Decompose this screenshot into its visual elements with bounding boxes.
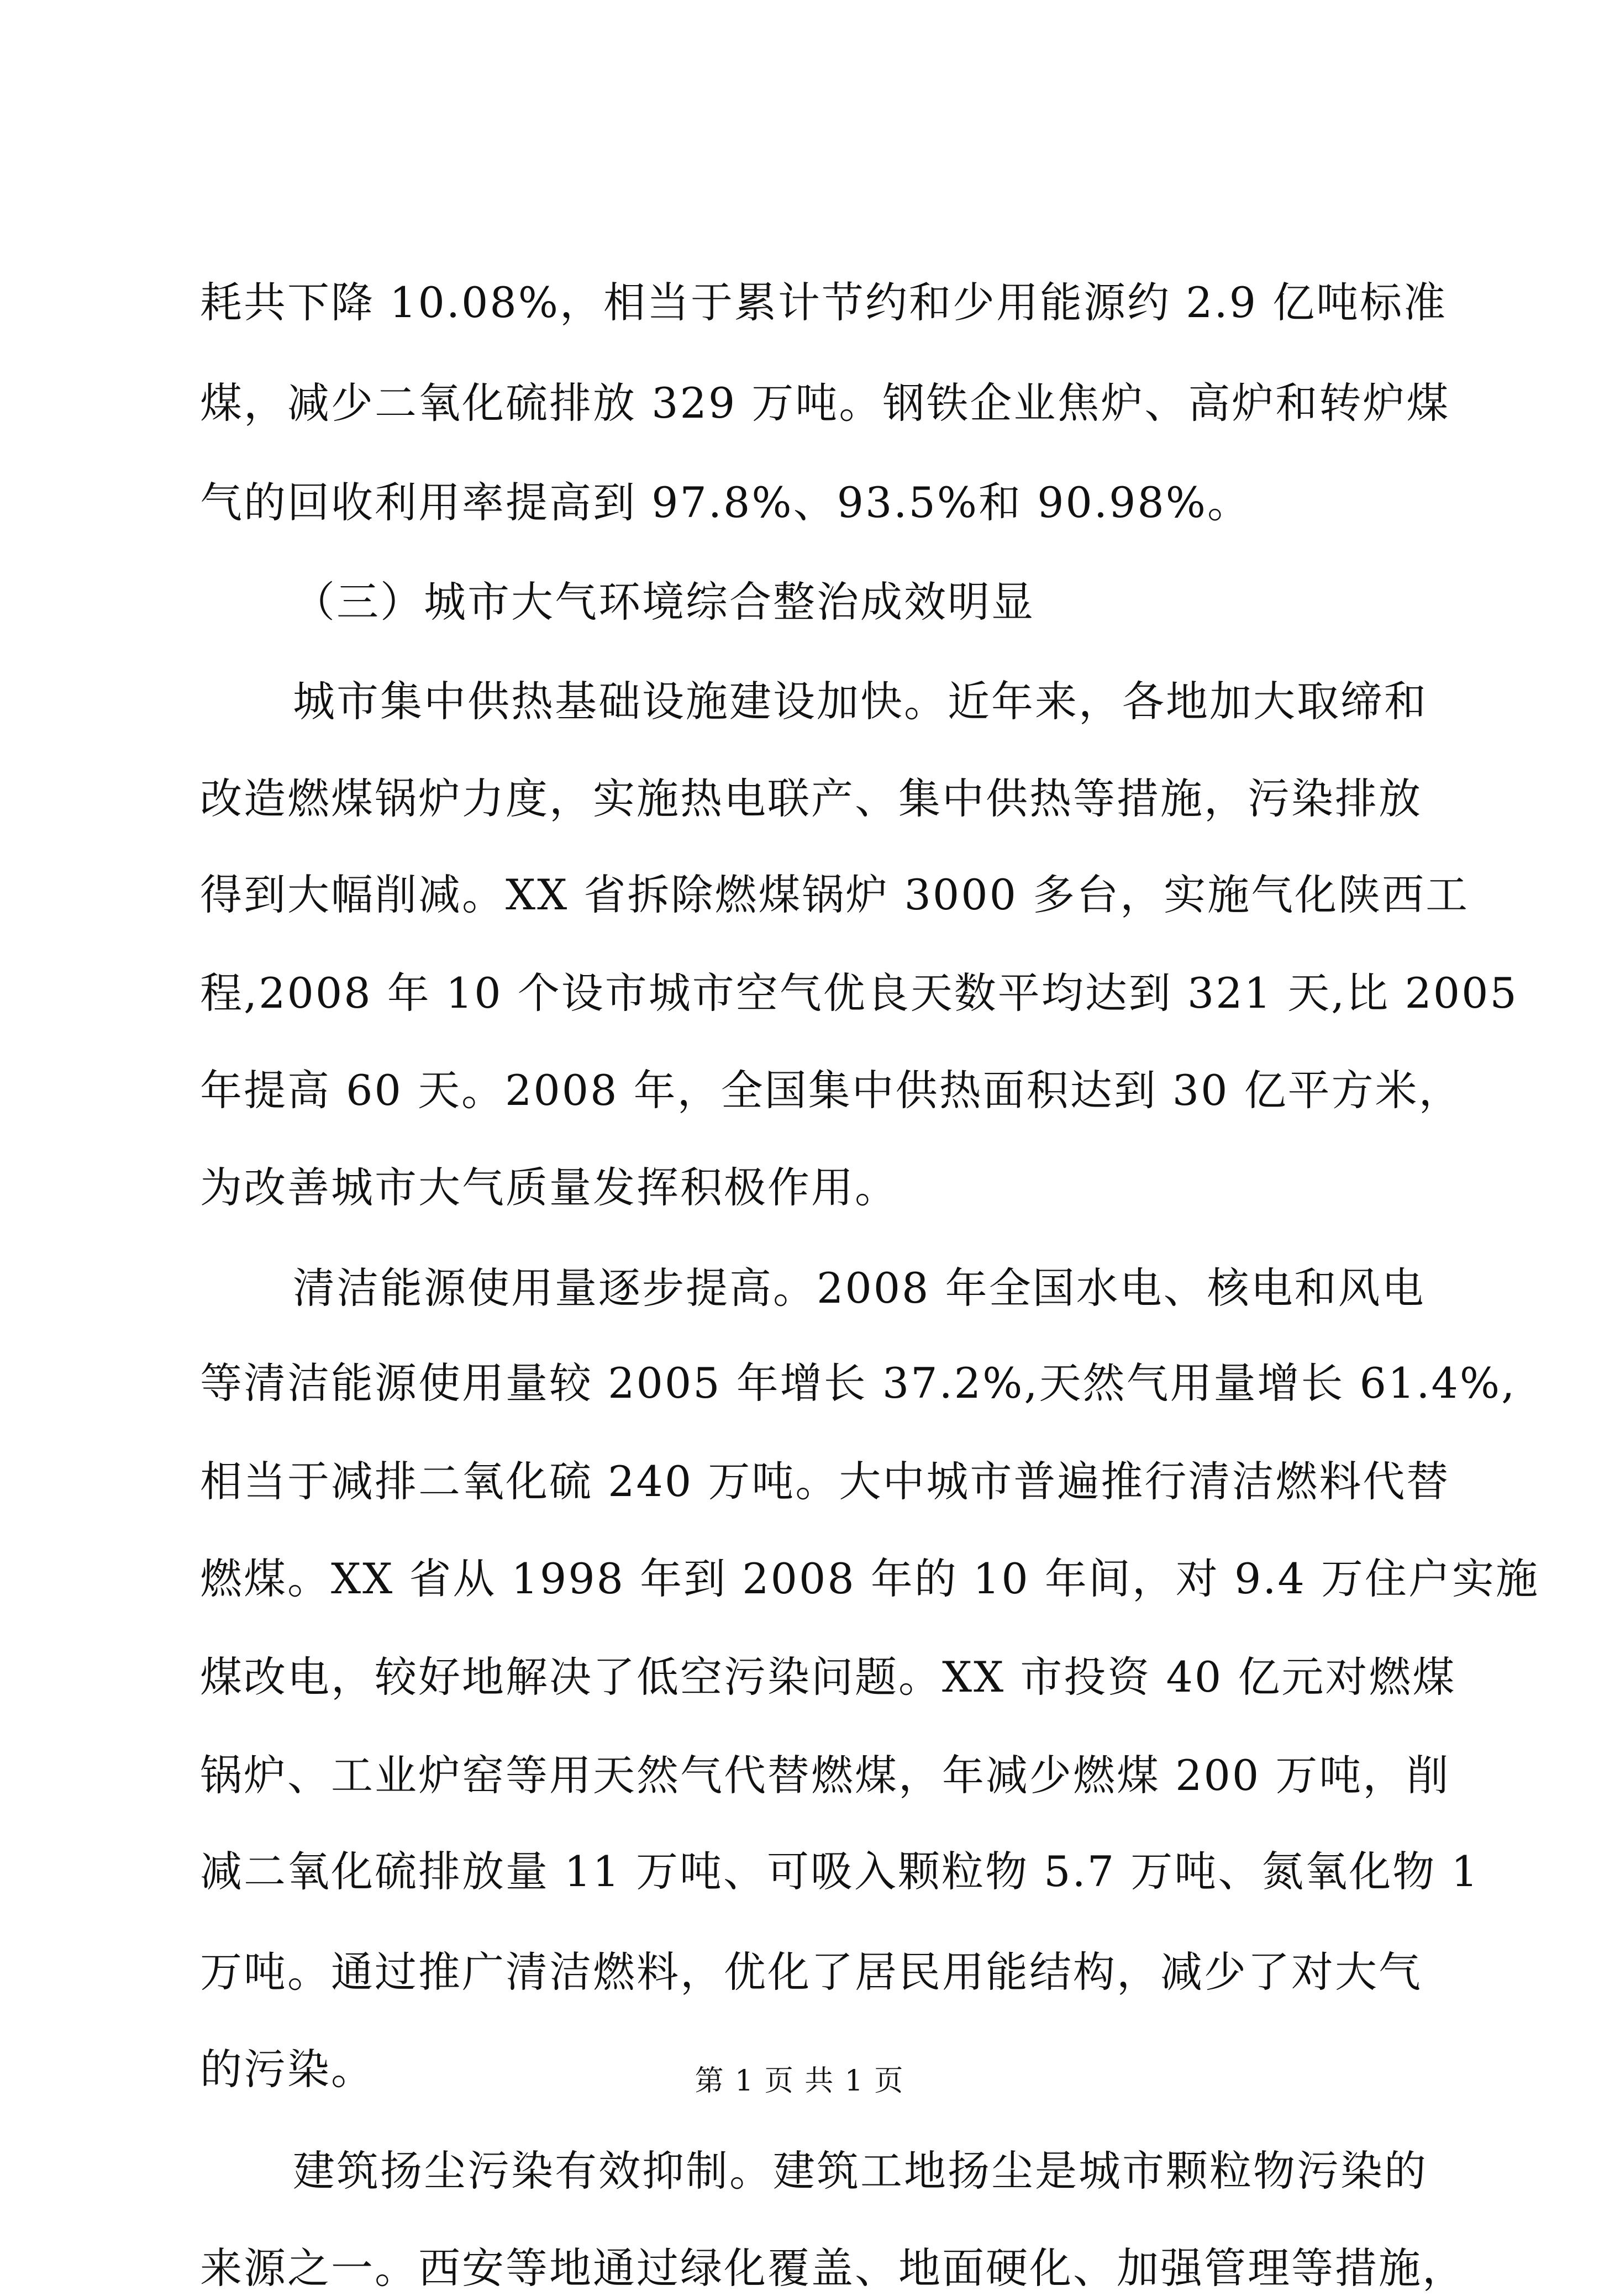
text-line: 气的回收利用率提高到 97.8%、93.5%和 90.98%。 (200, 478, 1251, 527)
text-line: 相当于减排二氧化硫 240 万吨。大中城市普遍推行清洁燃料代替 (200, 1457, 1450, 1506)
text-line: 煤改电，较好地解决了低空污染问题。XX 市投资 40 亿元对燃煤 (200, 1652, 1456, 1702)
text-line: 减二氧化硫排放量 11 万吨、可吸入颗粒物 5.7 万吨、氮氧化物 1 (200, 1847, 1480, 1896)
text-line: 锅炉、工业炉窑等用天然气代替燃煤，年减少燃煤 200 万吨，削 (200, 1751, 1450, 1800)
text-line: 改造燃煤锅炉力度，实施热电联产、集中供热等措施，污染排放 (200, 774, 1422, 823)
text-line: 等清洁能源使用量较 2005 年增长 37.2%,天然气用量增长 61.4%, (200, 1358, 1517, 1408)
text-line: 清洁能源使用量逐步提高。2008 年全国水电、核电和风电 (293, 1263, 1426, 1313)
text-line: 程,2008 年 10 个设市城市空气优良天数平均达到 321 天,比 2005 (200, 968, 1518, 1018)
text-line: 煤，减少二氧化硫排放 329 万吨。钢铁企业焦炉、高炉和转炉煤 (200, 378, 1450, 428)
text-line: 的污染。 (200, 2045, 375, 2094)
text-line: 燃煤。XX 省从 1998 年到 2008 年的 10 年间，对 9.4 万住户实施 (200, 1554, 1540, 1603)
text-line: 得到大幅削减。XX 省拆除燃煤锅炉 3000 多台，实施气化陕西工 (200, 870, 1470, 919)
text-line: 来源之一。西安等地通过绿化覆盖、地面硬化、加强管理等措施， (200, 2244, 1466, 2293)
text-line: 为改善城市大气质量发挥积极作用。 (200, 1163, 898, 1212)
text-line: 万吨。通过推广清洁燃料，优化了居民用能结构，减少了对大气 (200, 1947, 1422, 1997)
text-line: 年提高 60 天。2008 年，全国集中供热面积达到 30 亿平方米， (200, 1066, 1463, 1115)
text-line: 耗共下降 10.08%，相当于累计节约和少用能源约 2.9 亿吨标准 (200, 278, 1448, 327)
section-heading: （三）城市大气环境综合整治成效明显 (293, 577, 1035, 626)
text-line: 建筑扬尘污染有效抑制。建筑工地扬尘是城市颗粒物污染的 (293, 2146, 1428, 2195)
page-footer: 第 1 页 共 1 页 (695, 2065, 904, 2098)
text-line: 城市集中供热基础设施建设加快。近年来，各地加大取缔和 (293, 677, 1428, 726)
